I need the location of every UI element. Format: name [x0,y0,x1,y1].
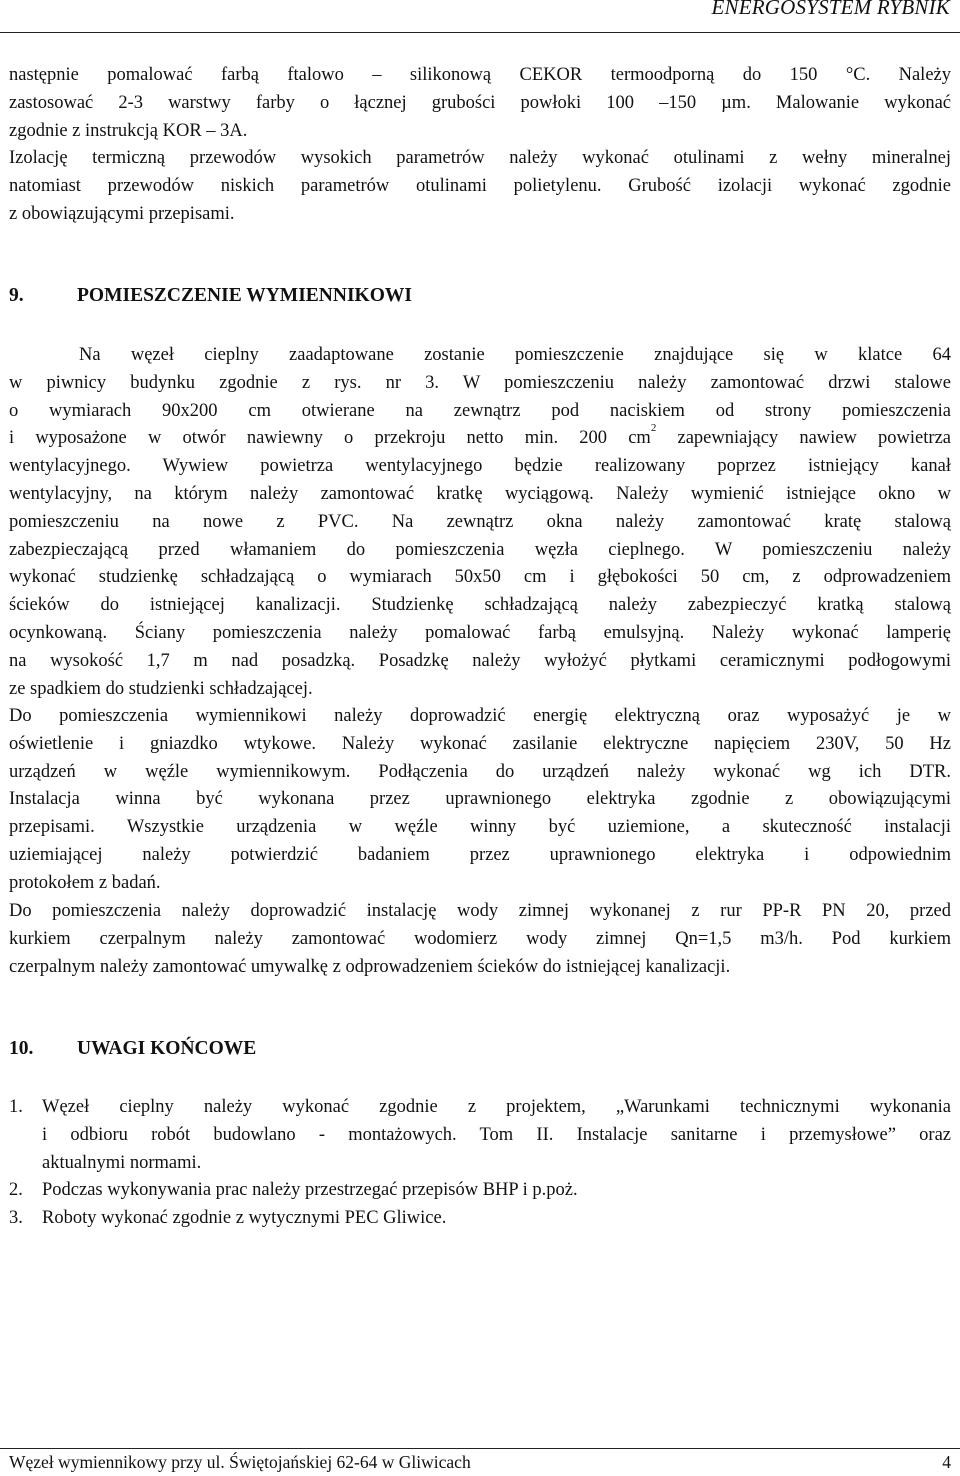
header-title: ENERGOSYSTEM RYBNIK [711,0,950,19]
text-line: Izolację termiczną przewodów wysokich parametrów należy wykonać otulinami z wełny mineralnej [9,148,951,168]
text-line: ścieków do istniejącej kanalizacji. Studzienkę schładzającą należy zabezpieczyć kratką stalową [9,595,951,616]
footer-title: Węzeł wymiennikowy przy ul. Świętojańskiej 62-64 w Gliwicach [9,1452,471,1472]
list-item [9,1094,951,1177]
text-line: czerpalnym należy zamontować umywalkę z odprowadzeniem ścieków do istniejącej kanalizacji. [9,956,731,977]
page-footer [0,1448,960,1472]
section-9-paragraph-3 [9,898,951,981]
section-9-paragraph-1 [9,342,951,703]
text-line: natomiast przewodów niskich parametrów otulinami polietylenu. Grubość izolacji wykonać zgodnie [9,175,951,196]
text-line: ze spadkiem do studzienki schładzającej. [9,678,313,699]
text-line: na wysokość 1,7 m nad posadzką. Posadzkę należy wyłożyć płytkami ceramicznymi podłogowymi [9,650,951,671]
text-line: o wymiarach 90x200 cm otwierane na zewnątrz pod naciskiem od strony pomieszczenia [9,400,951,421]
text-line: i wyposażone w otwór nawiewny o przekroju netto min. 200 $cm^2$ zapewniający nawiew powietrza [9,422,951,449]
text-line: uziemiającej należy potwierdzić badaniem przez uprawnionego elektryka i odpowiednim [9,844,951,865]
section-number: 9. [9,285,24,306]
text-line: oświetlenie i gniazdko wtykowe. Należy wykonać zasilanie elektryczne napięciem 230V, 50 Hz [9,733,951,754]
text-line: Roboty wykonać zgodnie z wytycznymi PEC Gliwice. [42,1208,447,1228]
text-line: protokołem z badań. [9,872,161,893]
text-line: pomieszczeniu na nowe z PVC. Na zewnątrz okna należy zamontować kratę stalową [9,511,951,532]
page-header [0,0,960,33]
intro-paragraph-2 [9,145,951,228]
text-line: urządzeń w węźle wymiennikowym. Podłączenia do urządzeń należy wykonać wg ich DTR. [9,761,951,782]
section-title: POMIESZCZENIE WYMIENNIKOWI [77,285,412,306]
text-line: aktualnymi normami. [42,1152,202,1173]
text-line: wentylacyjnego. Wywiew powietrza wentylacyjnego będzie realizowany poprzez istniejący kanał [9,456,951,477]
list-item [9,1177,951,1205]
text-line: przepisami. Wszystkie urządzenia w węźle winny być uziemione, a skuteczność instalacji [9,817,951,838]
list-item-number: 2. [9,1180,23,1200]
text-line: następnie pomalować farbą ftalowo – silikonową CEKOR termoodporną do 150 °C. Należy [9,65,951,85]
text-line: kurkiem czerpalnym należy zamontować wodomierz wody zimnej Qn=1,5 m3/h. Pod kurkiem [9,928,951,949]
text-line: z obowiązującymi przepisami. [9,203,235,224]
superscript: 2 [650,422,657,435]
text-line: i odbioru robót budowlano - montażowych. Tom II. Instalacje sanitarne i przemysłowe” oraz [42,1124,951,1145]
text-line: Podczas wykonywania prac należy przestrzegać przepisów BHP i p.poż. [42,1180,578,1200]
text-line: Na węzeł cieplny zaadaptowane zostanie pomieszczenie znajdujące się w klatce 64 [79,345,951,365]
list-item [9,1205,951,1233]
text-line: wykonać studzienkę schładzającą o wymiarach 50x50 cm i głębokości 50 cm, z odprowadzeniem [9,567,951,588]
text-line: w piwnicy budynku zgodnie z rys. nr 3. W pomieszczeniu należy zamontować drzwi stalowe [9,372,951,393]
text-line: zgodnie z instrukcją KOR – 3A. [9,120,248,141]
section-number: 10. [9,1038,34,1059]
section-10-heading [9,1038,256,1060]
section-title: UWAGI KOŃCOWE [77,1038,257,1059]
text-line: Do pomieszczenia wymiennikowi należy doprowadzić energię elektryczną oraz wyposażyć je w [9,706,951,726]
text-line: Instalacja winna być wykonana przez uprawnionego elektryka zgodnie z obowiązującymi [9,789,951,810]
section-9-heading [9,285,412,307]
text-line: Do pomieszczenia należy doprowadzić instalację wody zimnej wykonanej z rur PP-R PN 20, przed [9,901,951,921]
intro-paragraph-1 [9,62,951,145]
list-item-number: 1. [9,1097,23,1117]
text-line: ocynkowaną. Ściany pomieszczenia należy pomalować farbą emulsyjną. Należy wykonać lamperię [9,622,951,643]
list-item-number: 3. [9,1208,23,1228]
section-9-paragraph-2 [9,703,951,898]
page-number: 4 [942,1452,951,1472]
text-line: wentylacyjny, na którym należy zamontować kratkę wyciągową. Należy wymienić istniejące okno w [9,483,951,504]
text-line: Węzeł cieplny należy wykonać zgodnie z projektem, „Warunkami technicznymi wykonania [42,1097,951,1117]
text-line: zastosować 2-3 warstwy farby o łącznej grubości powłoki 100 –150 µm. Malowanie wykonać [9,92,951,113]
text-line: zabezpieczającą przed włamaniem do pomieszczenia węzła cieplnego. W pomieszczeniu należy [9,539,951,560]
